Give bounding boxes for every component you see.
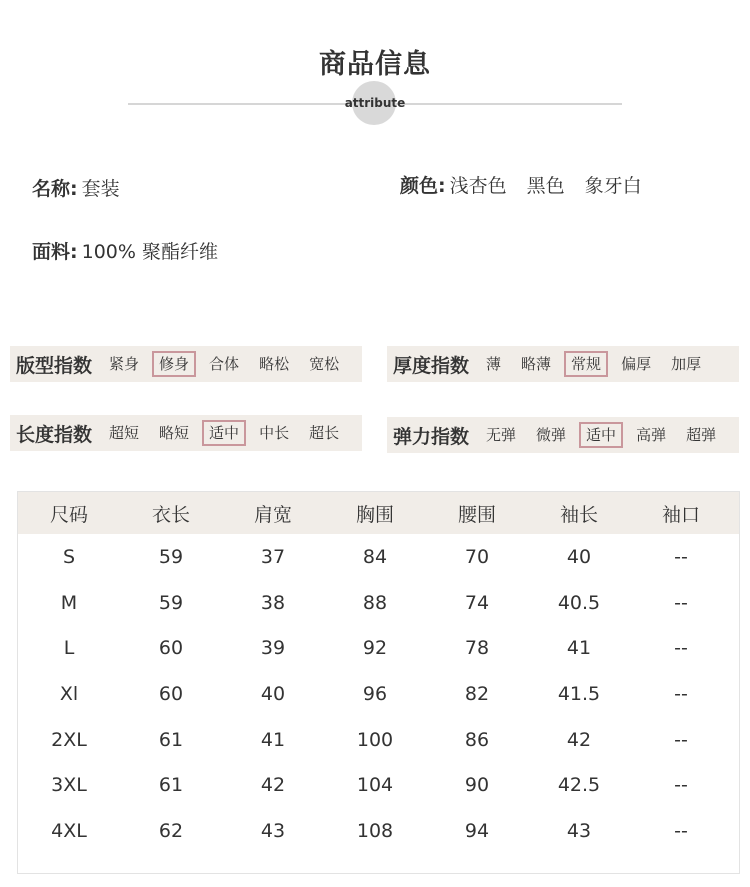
attr-color-value: 象牙白 <box>584 175 642 197</box>
table-row <box>18 580 739 626</box>
table-cell: 40.5 <box>557 591 601 614</box>
table-cell: 2XL <box>51 728 87 751</box>
table-cell: -- <box>674 774 688 797</box>
index-label: 厚度指数 <box>393 354 470 377</box>
attr-color <box>400 171 662 198</box>
table-cell: 108 <box>356 819 394 842</box>
table-cell: 90 <box>464 774 490 797</box>
table-cell: -- <box>674 545 688 568</box>
table-cell: 61 <box>158 774 184 797</box>
table-row <box>18 808 739 854</box>
table-cell: 43 <box>260 819 286 842</box>
attr-name-label: 名称: <box>32 178 78 200</box>
table-cell: 104 <box>356 774 394 797</box>
table-cell: 40 <box>260 682 286 705</box>
attr-name <box>32 174 120 201</box>
table-cell: 41.5 <box>557 682 601 705</box>
table-cell: 59 <box>158 545 184 568</box>
table-cell: 78 <box>464 637 490 660</box>
index-option-selected: 适中 <box>579 422 623 448</box>
table-cell: 42 <box>260 774 286 797</box>
table-cell: 41 <box>566 637 592 660</box>
table-cell: 60 <box>158 682 184 705</box>
index-length <box>10 415 362 451</box>
index-option: 薄 <box>486 355 502 373</box>
table-cell: 82 <box>464 682 490 705</box>
table-cell: 100 <box>356 728 394 751</box>
table-cell: 62 <box>158 819 184 842</box>
index-option-selected: 常规 <box>564 351 608 377</box>
attr-name-value: 套装 <box>81 178 120 200</box>
table-header-cell: 腰围 <box>457 503 496 526</box>
table-cell: 94 <box>464 819 490 842</box>
index-option: 高弹 <box>636 426 667 444</box>
table-cell: -- <box>674 728 688 751</box>
table-cell: Xl <box>59 682 79 705</box>
index-option: 中长 <box>259 424 290 442</box>
table-row <box>18 625 739 671</box>
table-cell: 42.5 <box>557 774 601 797</box>
table-header-cell: 肩宽 <box>253 503 292 526</box>
index-option: 宽松 <box>309 355 340 373</box>
section-subtitle: attribute <box>344 96 406 110</box>
index-fit <box>10 346 362 382</box>
table-cell: 88 <box>362 591 388 614</box>
table-cell: -- <box>674 637 688 660</box>
table-row <box>18 534 739 580</box>
table-cell: -- <box>674 819 688 842</box>
table-header-cell: 尺码 <box>49 503 88 526</box>
table-cell: 70 <box>464 545 490 568</box>
table-header-cell: 袖长 <box>559 503 598 526</box>
table-cell: 92 <box>362 637 388 660</box>
index-elasticity <box>387 417 739 453</box>
index-option: 紧身 <box>109 355 140 373</box>
index-thickness <box>387 346 739 382</box>
table-row <box>18 671 739 717</box>
table-header-cell: 胸围 <box>355 503 394 526</box>
size-table-body <box>18 534 739 854</box>
index-option: 加厚 <box>671 355 702 373</box>
index-label: 弹力指数 <box>393 425 470 448</box>
index-option: 超短 <box>109 424 140 442</box>
table-cell: 40 <box>566 545 592 568</box>
table-cell: 61 <box>158 728 184 751</box>
table-cell: 4XL <box>51 819 87 842</box>
table-cell: M <box>60 591 78 614</box>
size-table-header <box>18 492 739 534</box>
table-cell: 42 <box>566 728 592 751</box>
index-option: 略短 <box>159 424 190 442</box>
table-cell: -- <box>674 682 688 705</box>
table-cell: L <box>63 637 75 660</box>
index-option: 超弹 <box>686 426 717 444</box>
index-option: 超长 <box>309 424 340 442</box>
attr-color-value: 黑色 <box>526 175 565 197</box>
attr-color-label: 颜色: <box>400 175 446 197</box>
table-header-cell: 衣长 <box>151 503 190 526</box>
index-option: 合体 <box>209 355 240 373</box>
index-option: 无弹 <box>486 426 517 444</box>
index-option: 偏厚 <box>621 355 652 373</box>
table-cell: 43 <box>566 819 592 842</box>
attr-color-value: 浅杏色 <box>449 175 507 197</box>
index-option-selected: 适中 <box>202 420 246 446</box>
index-option-selected: 修身 <box>152 351 196 377</box>
attr-fabric-label: 面料: <box>32 241 78 263</box>
table-cell: 86 <box>464 728 490 751</box>
index-option: 略薄 <box>521 355 552 373</box>
index-label: 长度指数 <box>16 423 93 446</box>
table-cell: 37 <box>260 545 286 568</box>
table-cell: 60 <box>158 637 184 660</box>
size-table <box>17 491 740 874</box>
table-cell: 59 <box>158 591 184 614</box>
table-row <box>18 762 739 808</box>
attr-fabric <box>32 237 218 264</box>
table-cell: 74 <box>464 591 490 614</box>
table-header-cell: 袖口 <box>661 503 700 526</box>
table-cell: 84 <box>362 545 388 568</box>
attr-fabric-value: 100% 聚酯纤维 <box>81 241 218 263</box>
table-cell: 96 <box>362 682 388 705</box>
table-cell: 41 <box>260 728 286 751</box>
table-cell: 39 <box>260 637 286 660</box>
table-cell: 3XL <box>51 774 87 797</box>
table-cell: 38 <box>260 591 286 614</box>
table-cell: -- <box>674 591 688 614</box>
table-cell: S <box>62 545 76 568</box>
index-label: 版型指数 <box>16 354 93 377</box>
table-row <box>18 717 739 763</box>
index-option: 微弹 <box>536 426 567 444</box>
section-title: 商品信息 <box>319 49 431 80</box>
index-option: 略松 <box>259 355 290 373</box>
